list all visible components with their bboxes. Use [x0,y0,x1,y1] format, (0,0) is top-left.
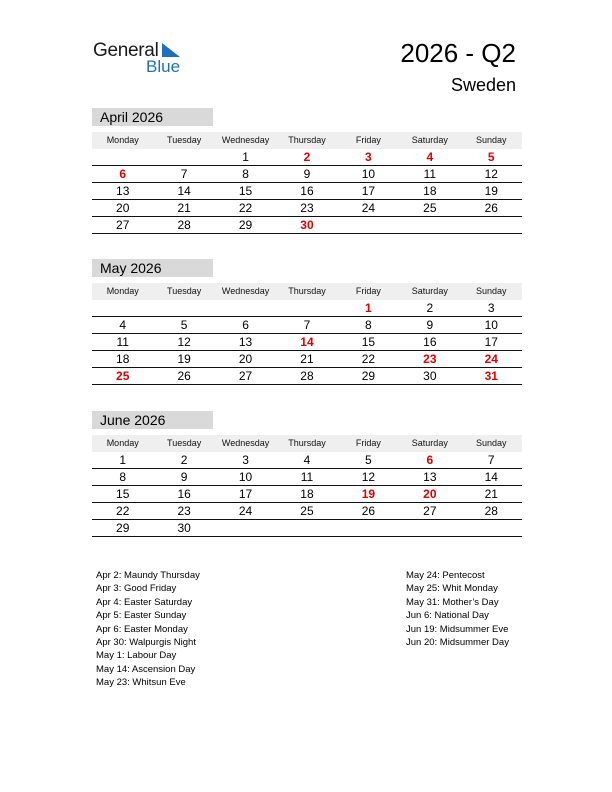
holiday-day-cell: 6 [119,167,127,181]
week-row [92,183,522,200]
day-cell: 8 [365,318,372,332]
day-cell: 21 [300,352,314,366]
day-cell: 17 [361,184,376,198]
weekday-label: Wednesday [221,286,270,296]
day-cell: 11 [116,335,129,349]
day-cell: 1 [119,453,127,467]
day-cell: 27 [238,369,253,383]
holiday-entry: Apr 5: Easter Sunday [96,610,187,622]
holiday-day-cell: 24 [484,352,498,366]
day-cell: 22 [116,504,130,518]
holiday-day-cell: 31 [484,369,498,383]
weekday-label: Thursday [288,286,326,296]
holiday-day-cell: 6 [426,453,434,467]
month-title: May 2026 [92,259,213,277]
logo-blue-text: Blue [146,57,181,76]
month-april [92,108,522,234]
day-cell: 9 [303,167,311,181]
country-name: Sweden [450,75,516,95]
day-cell: 14 [177,184,191,198]
month-june [92,411,522,537]
weekday-label: Thursday [288,135,326,145]
week-row [92,200,522,217]
day-cell [153,300,214,316]
holiday-day-cell: 4 [426,150,434,164]
weekday-label: Saturday [411,286,448,296]
month-title: April 2026 [92,108,213,126]
day-cell: 2 [180,453,188,467]
weekday-label: Friday [355,135,381,145]
day-cell: 15 [361,335,376,349]
holiday-day-cell: 25 [116,369,130,383]
week-row [92,503,522,520]
day-cell: 13 [423,470,437,484]
holiday-entry: May 31: Mother’s Day [406,596,499,608]
day-cell: 29 [238,218,253,232]
weekday-label: Wednesday [221,135,270,145]
weekday-label: Sunday [475,438,507,448]
holiday-list-left [96,569,200,690]
holiday-entry: Jun 20: Midsummer Day [406,637,509,649]
weekday-label: Wednesday [221,438,270,448]
day-cell: 7 [180,167,188,181]
day-cell: 29 [116,521,130,535]
holiday-day-cell: 19 [361,487,376,501]
day-cell: 25 [423,201,437,215]
weekday-label: Friday [355,286,381,296]
holiday-day-cell: 5 [487,150,495,164]
day-cell: 25 [300,504,314,518]
holiday-day-cell: 23 [423,352,437,366]
week-row [92,452,522,469]
period-title: 2026 - Q2 [400,38,516,68]
weekday-label: Monday [106,438,139,448]
holiday-day-cell: 14 [300,335,314,349]
day-cell: 20 [238,352,253,366]
day-cell: 12 [361,470,376,484]
day-cell [399,520,460,536]
day-cell: 8 [242,167,249,181]
week-row [92,351,522,368]
day-cell [215,520,276,536]
day-cell: 10 [484,318,498,332]
day-cell: 20 [116,201,130,215]
day-cell: 6 [242,318,249,332]
day-cell: 18 [116,352,130,366]
day-cell: 5 [180,318,188,332]
day-cell: 23 [300,201,314,215]
day-cell: 17 [484,335,498,349]
day-cell: 11 [300,470,314,484]
day-cell: 19 [484,184,498,198]
day-cell: 26 [361,504,376,518]
holiday-entry: Apr 30: Walpurgis Night [96,637,196,649]
weekday-label: Tuesday [167,438,202,448]
weekday-label: Saturday [411,438,448,448]
holiday-entry: Apr 2: Maundy Thursday [96,570,200,581]
day-cell: 8 [119,470,127,484]
day-cell [461,520,522,536]
day-cell: 30 [177,521,191,535]
weekday-header-row [92,283,522,300]
week-row [92,486,522,503]
day-cell: 30 [423,369,437,383]
holiday-entry: May 14: Ascension Day [96,663,196,675]
day-cell: 22 [238,201,253,215]
holiday-entry: Jun 6: National Day [406,610,489,622]
day-cell: 22 [361,352,376,366]
weekday-label: Sunday [475,135,507,145]
month-may [92,259,522,385]
holiday-entry: Apr 4: Easter Saturday [96,596,193,608]
week-row [92,368,522,385]
holiday-day-cell: 20 [423,487,437,501]
day-cell: 16 [300,184,314,198]
holiday-list-right [406,569,509,649]
logo [93,40,193,80]
holiday-day-cell: 3 [365,150,372,164]
day-cell: 15 [238,184,253,198]
day-cell: 7 [303,318,311,332]
day-cell: 5 [365,453,372,467]
logo-general-text: General [93,40,159,61]
day-cell: 9 [426,318,434,332]
day-cell: 18 [300,487,314,501]
day-cell: 11 [423,167,437,181]
day-cell: 28 [300,369,314,383]
day-cell: 24 [238,504,253,518]
holiday-entry: May 23: Whitsun Eve [96,677,186,689]
week-row [92,166,522,183]
weekday-label: Tuesday [167,286,202,296]
holiday-day-cell: 2 [303,150,311,164]
holiday-entry: Apr 6: Easter Monday [96,623,188,635]
day-cell: 13 [116,184,130,198]
day-cell: 17 [238,487,253,501]
day-cell: 16 [177,487,191,501]
day-cell [276,520,337,536]
day-cell: 3 [487,301,495,315]
day-cell [338,217,399,233]
day-cell: 18 [423,184,437,198]
day-cell: 1 [242,150,249,164]
day-cell: 3 [242,453,249,467]
day-cell: 12 [484,167,498,181]
day-cell: 24 [361,201,376,215]
day-cell: 7 [487,453,495,467]
day-cell [338,520,399,536]
weekday-label: Thursday [288,438,326,448]
day-cell: 10 [238,470,253,484]
holiday-entry: May 24: Pentecost [406,570,485,581]
week-row [92,300,522,317]
logo-triangle-icon [160,43,180,57]
day-cell: 2 [426,301,434,315]
day-cell: 26 [484,201,498,215]
day-cell: 26 [177,369,191,383]
day-cell [92,300,153,316]
day-cell: 19 [177,352,191,366]
day-cell: 27 [116,218,130,232]
holiday-day-cell: 30 [300,218,314,232]
weekday-label: Sunday [475,286,507,296]
day-cell [92,149,153,165]
day-cell: 14 [484,470,498,484]
holiday-entry: Jun 19: Midsummer Eve [406,623,509,635]
week-row [92,217,522,234]
day-cell: 27 [423,504,437,518]
day-cell: 4 [303,453,311,467]
week-row [92,334,522,351]
holiday-entry: May 1: Labour Day [96,650,177,662]
day-cell: 4 [119,318,127,332]
day-cell [399,217,460,233]
day-cell: 21 [484,487,498,501]
weekday-label: Friday [355,438,381,448]
day-cell: 12 [177,335,191,349]
day-cell: 21 [177,201,191,215]
day-cell: 16 [423,335,437,349]
day-cell: 10 [361,167,376,181]
weekday-header-row [92,435,522,452]
day-cell: 9 [180,470,188,484]
week-row [92,520,522,537]
weekday-label: Monday [106,286,139,296]
day-cell: 28 [484,504,498,518]
weekday-label: Saturday [411,135,448,145]
day-cell: 28 [177,218,191,232]
weekday-label: Monday [106,135,139,145]
week-row [92,469,522,486]
day-cell: 13 [238,335,253,349]
day-cell: 29 [361,369,376,383]
day-cell [276,300,337,316]
holiday-day-cell: 1 [365,301,372,315]
week-row [92,317,522,334]
weekday-header-row [92,132,522,149]
day-cell [215,300,276,316]
day-cell: 15 [116,487,130,501]
holiday-entry: May 25: Whit Monday [406,583,498,595]
holiday-entry: Apr 3: Good Friday [96,583,177,595]
day-cell [461,217,522,233]
day-cell [153,149,214,165]
week-row [92,149,522,166]
day-cell: 23 [177,504,191,518]
weekday-label: Tuesday [167,135,202,145]
month-title: June 2026 [92,411,213,429]
